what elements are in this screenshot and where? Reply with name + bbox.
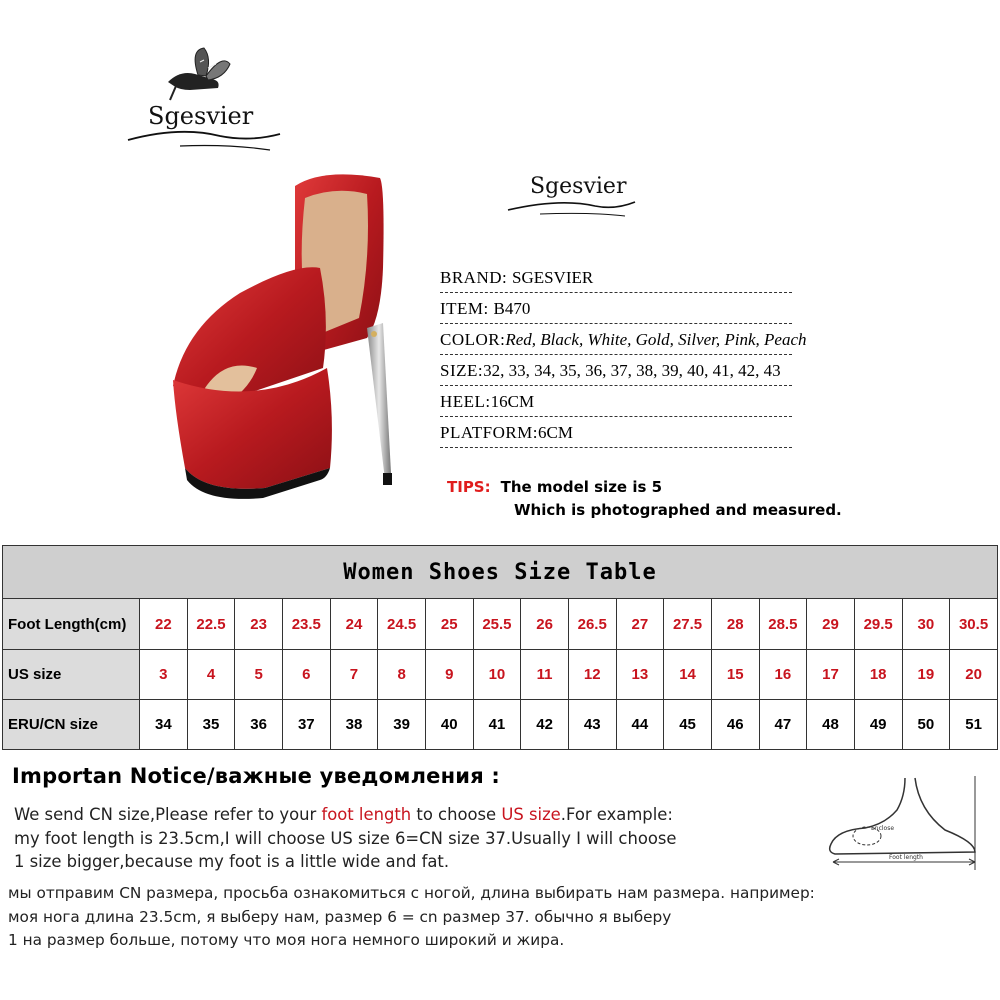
tips-line-2: Which is photographed and measured.	[514, 501, 842, 519]
size-cell: 10	[473, 650, 521, 700]
size-cell: 19	[902, 650, 950, 700]
butterfly-heel-icon	[120, 40, 290, 160]
spec-brand	[440, 262, 792, 293]
size-cell: 26.5	[568, 599, 616, 650]
size-cell: 26	[521, 599, 569, 650]
size-cell: 43	[568, 700, 616, 750]
size-cell: 34	[140, 700, 188, 750]
notice-title: Importan Notice/важные уведомления :	[12, 764, 501, 788]
brand-logo	[120, 40, 290, 160]
size-cell: 7	[330, 650, 378, 700]
size-cell: 40	[425, 700, 473, 750]
size-cell: 22.5	[187, 599, 235, 650]
size-cell: 25	[425, 599, 473, 650]
shoe-icon	[145, 168, 425, 523]
size-cell: 48	[807, 700, 855, 750]
size-cell: 24	[330, 599, 378, 650]
size-cell: 5	[235, 650, 283, 700]
size-cell: 38	[330, 700, 378, 750]
foot-enclose-label: Enclose	[871, 825, 895, 832]
size-row-label: ERU/CN size	[3, 700, 140, 750]
notice-highlight-foot-length: foot length	[321, 805, 412, 824]
notice-en-text: We send CN size,Please refer to your	[14, 805, 322, 824]
size-cell: 46	[711, 700, 759, 750]
size-cell: 27.5	[664, 599, 712, 650]
spec-size-value: 32, 33, 34, 35, 36, 37, 38, 39, 40, 41, 42, 43	[483, 361, 781, 380]
brand-logo-small-text: Sgesvier	[530, 174, 627, 199]
size-cell: 6	[282, 650, 330, 700]
size-cell: 37	[282, 700, 330, 750]
size-cell: 45	[664, 700, 712, 750]
spec-platform	[440, 417, 792, 448]
size-cell: 9	[425, 650, 473, 700]
size-cell: 29.5	[854, 599, 902, 650]
spec-item	[440, 293, 792, 324]
spec-list	[440, 262, 890, 448]
size-cell: 11	[521, 650, 569, 700]
tips-line-1: The model size is 5	[500, 478, 663, 496]
size-cell: 14	[664, 650, 712, 700]
size-cell: 23	[235, 599, 283, 650]
notice-english	[14, 803, 804, 874]
spec-heel	[440, 386, 792, 417]
size-cell: 13	[616, 650, 664, 700]
size-table-row	[3, 700, 998, 750]
size-cell: 30	[902, 599, 950, 650]
brand-logo-small	[500, 168, 650, 228]
size-cell: 18	[854, 650, 902, 700]
size-row-label: US size	[3, 650, 140, 700]
size-cell: 8	[378, 650, 426, 700]
size-cell: 28.5	[759, 599, 807, 650]
spec-size-label: SIZE:	[440, 361, 484, 380]
size-cell: 17	[807, 650, 855, 700]
spec-color-label: COLOR:	[440, 330, 506, 349]
notice-ru-line-2: моя нога длина 23.5cm, я выберу нам, размер 6 = cn размер 37. обычно я выберу	[8, 907, 672, 926]
size-cell: 36	[235, 700, 283, 750]
size-cell: 35	[187, 700, 235, 750]
spec-brand-value: SGESVIER	[511, 268, 594, 287]
size-table-row	[3, 650, 998, 700]
size-cell: 28	[711, 599, 759, 650]
notice-en-text: .For example:	[560, 805, 673, 824]
size-cell: 16	[759, 650, 807, 700]
size-cell: 42	[521, 700, 569, 750]
foot-diagram	[825, 770, 995, 875]
foot-length-label: Foot length	[889, 854, 923, 861]
size-cell: 3	[140, 650, 188, 700]
size-cell: 24.5	[378, 599, 426, 650]
size-cell: 25.5	[473, 599, 521, 650]
spec-platform-label: PLATFORM:	[440, 423, 539, 442]
notice-en-line-2: my foot length is 23.5cm,I will choose US size 6=CN size 37.Usually I will choose	[14, 828, 677, 848]
size-cell: 39	[378, 700, 426, 750]
notice-russian	[8, 882, 993, 953]
size-cell: 47	[759, 700, 807, 750]
size-cell: 50	[902, 700, 950, 750]
notice-ru-line-1: мы отправим CN размера, просьба ознакомиться с ногой, длина выбирать нам размера. например:	[8, 884, 815, 902]
tips-label: TIPS:	[447, 478, 491, 496]
notice-en-line-3: 1 size bigger,because my foot is a little wide and fat.	[14, 852, 450, 871]
size-row-label: Foot Length(cm)	[3, 599, 140, 650]
size-cell: 20	[950, 650, 998, 700]
size-cell: 15	[711, 650, 759, 700]
brand-logo-text: Sgesvier	[148, 102, 254, 130]
size-cell: 4	[187, 650, 235, 700]
notice-ru-line-3: 1 на размер больше, потому что моя нога немного широкий и жира.	[8, 931, 565, 949]
size-cell: 23.5	[282, 599, 330, 650]
tips	[447, 478, 897, 519]
size-cell: 30.5	[950, 599, 998, 650]
size-cell: 27	[616, 599, 664, 650]
spec-color-value: Red, Black, White, Gold, Silver, Pink, Peach	[505, 330, 807, 349]
spec-heel-label: HEEL:	[440, 392, 491, 411]
spec-item-label: ITEM:	[440, 299, 494, 318]
size-cell: 49	[854, 700, 902, 750]
spec-color	[440, 324, 807, 355]
size-cell: 22	[140, 599, 188, 650]
notice-en-text: to choose	[411, 805, 502, 824]
size-table-row	[3, 599, 998, 650]
notice-en-line-1	[14, 803, 804, 827]
size-cell: 41	[473, 700, 521, 750]
size-cell: 12	[568, 650, 616, 700]
foot-measure-icon	[825, 770, 995, 875]
product-image	[145, 168, 425, 523]
spec-platform-value: 6CM	[538, 423, 573, 442]
spec-heel-value: 16CM	[490, 392, 535, 411]
spec-brand-label: BRAND:	[440, 268, 512, 287]
size-cell: 51	[950, 700, 998, 750]
notice-highlight-us-size: US size	[501, 805, 561, 824]
spec-item-value: B470	[493, 299, 531, 318]
spec-size	[440, 355, 792, 386]
size-table-title: Women Shoes Size Table	[3, 546, 998, 599]
size-table	[2, 545, 998, 750]
size-cell: 29	[807, 599, 855, 650]
size-cell: 44	[616, 700, 664, 750]
